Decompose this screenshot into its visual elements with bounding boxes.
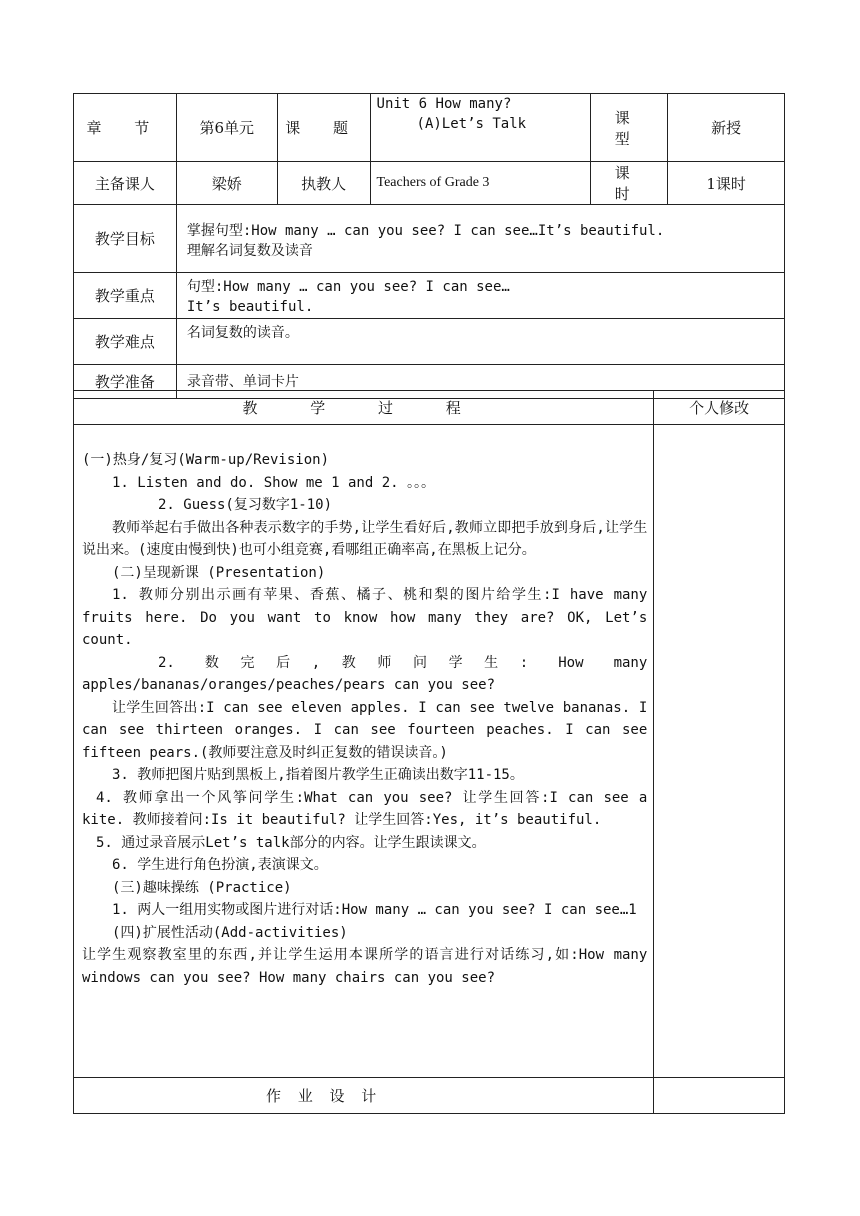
objectives-value — [176, 205, 784, 273]
homework-label: 作 业 设 计 — [74, 1078, 654, 1114]
row-difficult-points — [74, 319, 785, 365]
step-presentation-6: 6. 学生进行角色扮演,表演课文。 — [112, 857, 328, 873]
step-extension-1: 让学生观察教室里的东西,并让学生运用本课所学的语言进行对话练习,如:How many windows can you see? How many chairs can you see? — [82, 947, 648, 986]
teacher-label: 执教人 — [277, 162, 370, 205]
revision-content — [654, 425, 785, 1078]
planner-label: 主备课人 — [74, 162, 177, 205]
teacher-value: Teachers of Grade 3 — [370, 162, 591, 205]
section-presentation-heading: (二)呈现新课 (Presentation) — [112, 564, 326, 581]
revision-column-title: 个人修改 — [654, 391, 785, 425]
type-label: 课 型 — [591, 94, 668, 162]
key-points-line-1: 句型:How many … can you see? I can see… — [186, 279, 510, 295]
step-presentation-4: 4. 教师拿出一个风筝问学生:What can you see? 让学生回答:I can see a kite. 教师接着问:Is it beautiful? 让学生回答:Yes, it’s beautiful. — [82, 789, 648, 828]
chapter-label: 章 节 — [74, 94, 177, 162]
step-warmup-1: 1. Listen and do. Show me 1 and 2. 。。。 — [112, 474, 436, 491]
preparation-value: 录音带、单词卡片 — [176, 365, 784, 399]
section-extension-heading: (四)扩展性活动(Add-activities) — [112, 924, 348, 941]
difficult-points-label: 教学难点 — [74, 319, 177, 365]
row-key-points — [74, 273, 785, 319]
planner-value: 梁娇 — [176, 162, 277, 205]
step-presentation-2-answer: 让学生回答出:I can see eleven apples. I can see twelve bananas. I can see thirteen oranges. I can see fourteen peaches. I can see fifteen pears.(教师要注意及时纠正复数的错误读音。) — [82, 699, 648, 761]
step-presentation-5: 5. 通过录音展示Let’s talk部分的内容。让学生跟读课文。 — [96, 834, 486, 851]
objectives-label: 教学目标 — [74, 205, 177, 273]
chapter-value: 第6单元 — [176, 94, 277, 162]
topic-line-1: Unit 6 How many? — [376, 96, 512, 112]
key-points-label: 教学重点 — [74, 273, 177, 319]
topic-line-2: (A)Let’s Talk — [416, 116, 527, 132]
difficult-points-value: 名词复数的读音。 — [176, 319, 784, 365]
hours-label: 课 时 — [591, 162, 668, 205]
objectives-line-2: 理解名词复数及读音 — [186, 242, 313, 259]
topic-value — [370, 94, 591, 162]
row-planner — [74, 162, 785, 205]
step-warmup-2-detail: 教师举起右手做出各种表示数字的手势,让学生看好后,教师立即把手放到身后,让学生说出来。(速度由慢到快)也可小组竞赛,看哪组正确率高,在黑板上记分。 — [82, 519, 648, 558]
row-chapter — [74, 94, 785, 162]
lesson-info-table — [73, 93, 785, 399]
homework-row — [74, 1078, 785, 1114]
key-points-value — [176, 273, 784, 319]
row-objectives — [74, 205, 785, 273]
type-value: 新授 — [668, 94, 785, 162]
key-points-line-2: It’s beautiful. — [186, 299, 314, 315]
step-practice-1: 1. 两人一组用实物或图片进行对话:How many … can you see? I can see…1 — [112, 902, 637, 918]
preparation-label: 教学准备 — [74, 365, 177, 399]
process-header-row — [74, 391, 785, 425]
step-presentation-2: 2. 数完后,教师问学生: How many apples/bananas/oranges/peaches/pears can you see? — [82, 654, 648, 693]
process-title: 教 学 过 程 — [74, 391, 654, 425]
step-presentation-3: 3. 教师把图片贴到黑板上,指着图片教学生正确读出数字11-15。 — [112, 767, 524, 783]
homework-revision — [654, 1078, 785, 1114]
objectives-line-1: 掌握句型:How many … can you see? I can see…It’s beautiful. — [186, 222, 665, 239]
hours-value: 1课时 — [668, 162, 785, 205]
process-body-row — [74, 425, 785, 1078]
teaching-process-table — [73, 390, 785, 1114]
section-practice-heading: (三)趣味操练 (Practice) — [112, 879, 292, 896]
process-content — [74, 425, 654, 1078]
step-warmup-2: 2. Guess(复习数字1-10) — [158, 497, 333, 513]
step-presentation-1: 1. 教师分别出示画有苹果、香蕉、橘子、桃和梨的图片给学生:I have many fruits here. Do you want to know how many they are? OK, Let’s count. — [82, 587, 648, 648]
section-warmup-heading: (一)热身/复习(Warm-up/Revision) — [82, 452, 330, 468]
topic-label: 课 题 — [277, 94, 370, 162]
